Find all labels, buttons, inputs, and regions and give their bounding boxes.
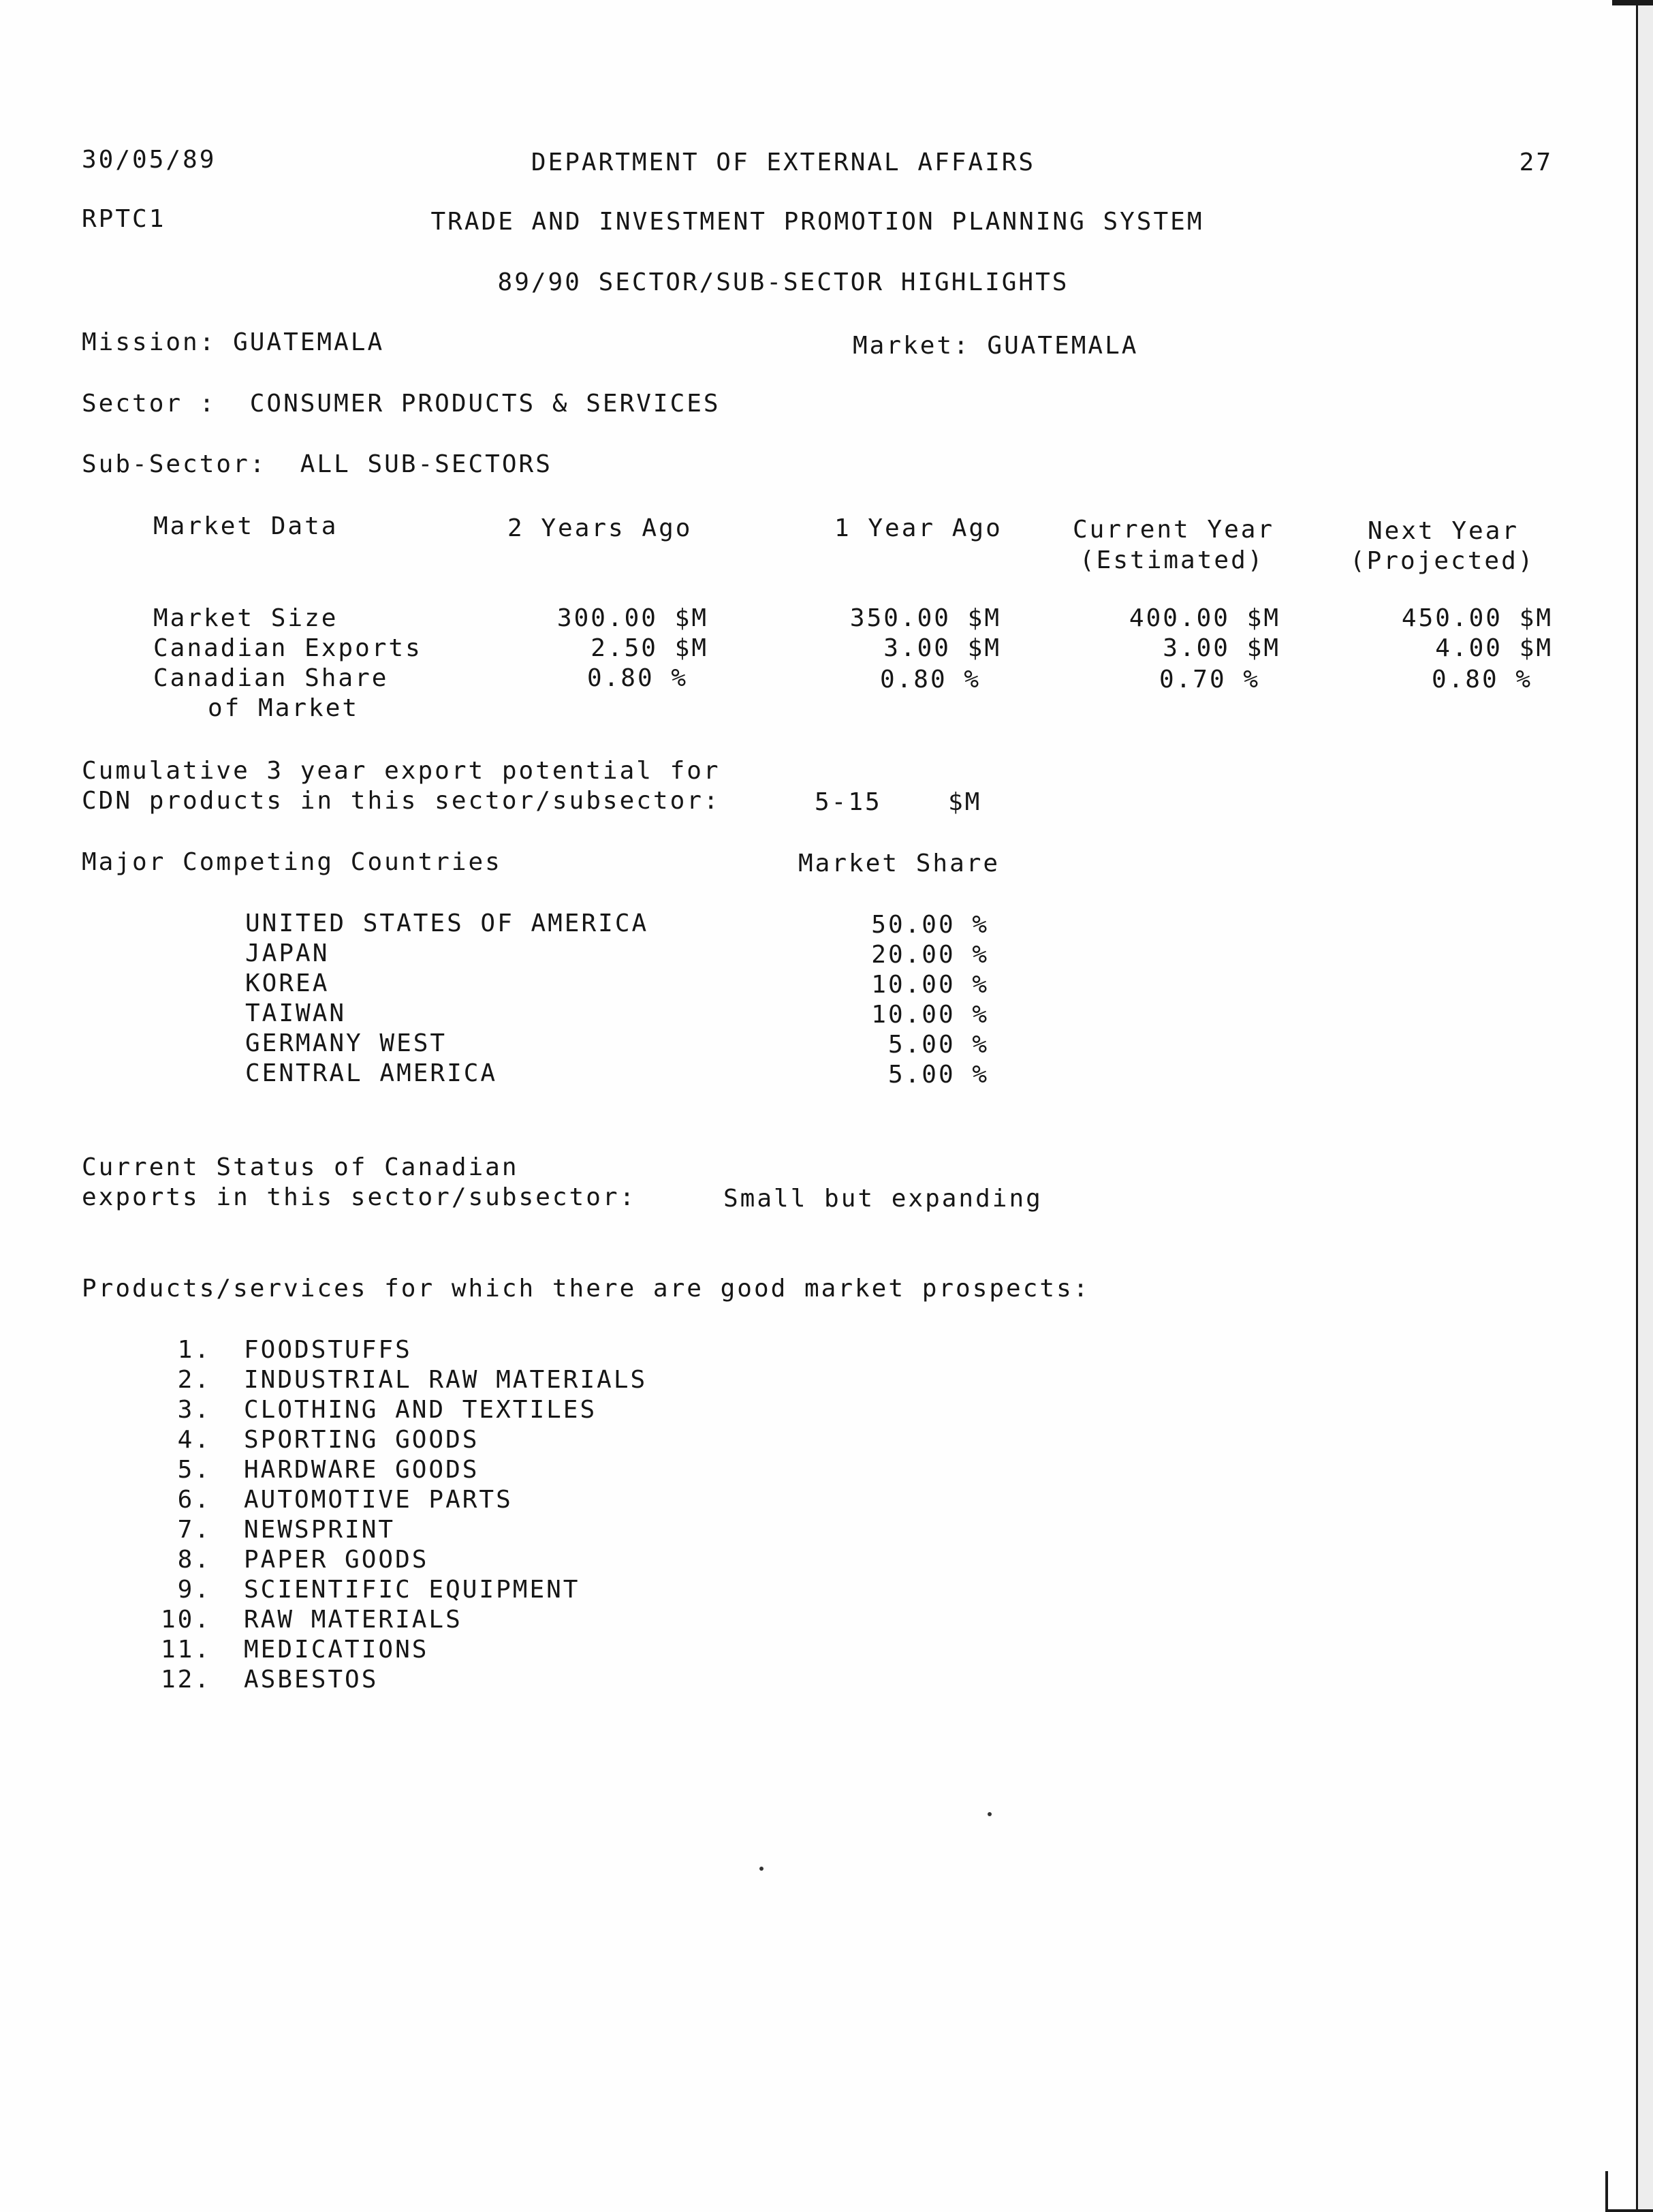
- row-canadian-share-label: Canadian Share: [153, 664, 389, 692]
- competitor-country: GERMANY WEST: [245, 1029, 447, 1057]
- prospect-item: HARDWARE GOODS: [244, 1456, 479, 1484]
- prospect-number: 1.: [177, 1336, 211, 1364]
- competitor-share: 20.00 %: [871, 941, 989, 969]
- competitor-share: 10.00 %: [871, 971, 989, 999]
- competitor-country: UNITED STATES OF AMERICA: [245, 909, 649, 937]
- competitor-country: CENTRAL AMERICA: [245, 1059, 498, 1087]
- cell-share-ny: 0.80 %: [1431, 666, 1532, 694]
- market-share-heading: Market Share: [798, 850, 1001, 877]
- prospects-heading: Products/services for which there are good market prospects:: [82, 1275, 1090, 1303]
- export-potential-line2: CDN products in this sector/subsector:: [82, 787, 721, 815]
- sector-label: Sector : CONSUMER PRODUCTS & SERVICES: [82, 390, 721, 418]
- competitor-share: 5.00 %: [887, 1061, 989, 1089]
- status-line1: Current Status of Canadian: [82, 1153, 519, 1181]
- prospect-number: 10.: [160, 1606, 211, 1634]
- cell-exports-ny: 4.00 $M: [1435, 634, 1553, 662]
- report-date: 30/05/89: [82, 146, 217, 174]
- competitor-share: 10.00 %: [871, 1001, 989, 1029]
- page-number: 27: [1519, 149, 1553, 176]
- prospect-number: 2.: [177, 1366, 211, 1394]
- page-edge-shadow: [1636, 0, 1653, 2212]
- sub-sector-label: Sub-Sector: ALL SUB-SECTORS: [82, 450, 552, 478]
- prospect-item: FOODSTUFFS: [244, 1336, 412, 1364]
- cell-exports-1y: 3.00 $M: [883, 634, 1001, 662]
- competitor-country: JAPAN: [245, 939, 330, 967]
- page-edge-top: [1612, 0, 1653, 5]
- cell-exports-2y: 2.50 $M: [591, 634, 708, 662]
- prospect-item: CLOTHING AND TEXTILES: [244, 1396, 597, 1424]
- competitor-share: 5.00 %: [887, 1031, 989, 1059]
- prospect-item: MEDICATIONS: [244, 1636, 429, 1664]
- department-name: DEPARTMENT OF EXTERNAL AFFAIRS: [531, 149, 1036, 176]
- report-code: RPTC1: [82, 205, 166, 233]
- status-line2: exports in this sector/subsector:: [82, 1183, 637, 1211]
- report-title: 89/90 SECTOR/SUB-SECTOR HIGHLIGHTS: [497, 268, 1069, 296]
- prospect-item: NEWSPRINT: [244, 1516, 396, 1544]
- page-edge-bottom: [1605, 2171, 1653, 2212]
- prospect-number: 7.: [177, 1516, 211, 1544]
- prospect-item: ASBESTOS: [244, 1666, 379, 1694]
- cell-share-2y: 0.80 %: [586, 664, 688, 692]
- competitor-country: KOREA: [245, 969, 330, 997]
- col-1-year-ago: 1 Year Ago: [834, 514, 1003, 542]
- cell-share-1y: 0.80 %: [879, 666, 981, 694]
- export-potential-unit: $M: [948, 788, 982, 816]
- cell-market-size-2y: 300.00 $M: [556, 604, 708, 632]
- prospect-item: INDUSTRIAL RAW MATERIALS: [244, 1366, 648, 1394]
- col-current-year-sub: (Estimated): [1080, 546, 1265, 574]
- mission-label: Mission: GUATEMALA: [82, 328, 385, 356]
- prospect-item: AUTOMOTIVE PARTS: [244, 1486, 513, 1514]
- row-market-size-label: Market Size: [153, 604, 339, 632]
- prospect-number: 8.: [177, 1546, 211, 1574]
- prospect-item: PAPER GOODS: [244, 1546, 429, 1574]
- export-potential-line1: Cumulative 3 year export potential for: [82, 757, 721, 785]
- prospect-number: 6.: [177, 1486, 211, 1514]
- cell-market-size-cy: 400.00 $M: [1129, 604, 1280, 632]
- col-next-year: Next Year: [1368, 517, 1520, 545]
- row-canadian-share-label-2: of Market: [208, 694, 360, 722]
- col-2-years-ago: 2 Years Ago: [507, 514, 693, 542]
- export-potential-value: 5-15: [815, 788, 882, 816]
- prospect-number: 9.: [177, 1576, 211, 1604]
- competitor-country: TAIWAN: [245, 999, 347, 1027]
- col-next-year-sub: (Projected): [1350, 547, 1535, 575]
- cell-share-cy: 0.70 %: [1159, 666, 1260, 694]
- prospect-number: 4.: [177, 1426, 211, 1454]
- prospect-number: 11.: [160, 1636, 211, 1664]
- cell-exports-cy: 3.00 $M: [1163, 634, 1280, 662]
- prospect-number: 3.: [177, 1396, 211, 1424]
- competitors-heading: Major Competing Countries: [82, 848, 502, 876]
- prospect-item: SPORTING GOODS: [244, 1426, 479, 1454]
- speck: [988, 1812, 992, 1816]
- prospect-number: 12.: [160, 1666, 211, 1694]
- market-label: Market: GUATEMALA: [853, 332, 1139, 360]
- system-name: TRADE AND INVESTMENT PROMOTION PLANNING SYSTEM: [430, 208, 1204, 236]
- prospect-item: RAW MATERIALS: [244, 1606, 462, 1634]
- competitor-share: 50.00 %: [871, 911, 989, 939]
- prospect-number: 5.: [177, 1456, 211, 1484]
- row-canadian-exports-label: Canadian Exports: [153, 634, 422, 662]
- cell-market-size-1y: 350.00 $M: [849, 604, 1001, 632]
- market-data-header: Market Data: [153, 512, 339, 540]
- speck: [759, 1867, 763, 1871]
- status-value: Small but expanding: [723, 1185, 1043, 1213]
- cell-market-size-ny: 450.00 $M: [1401, 604, 1553, 632]
- prospect-item: SCIENTIFIC EQUIPMENT: [244, 1576, 580, 1604]
- col-current-year: Current Year: [1073, 516, 1275, 544]
